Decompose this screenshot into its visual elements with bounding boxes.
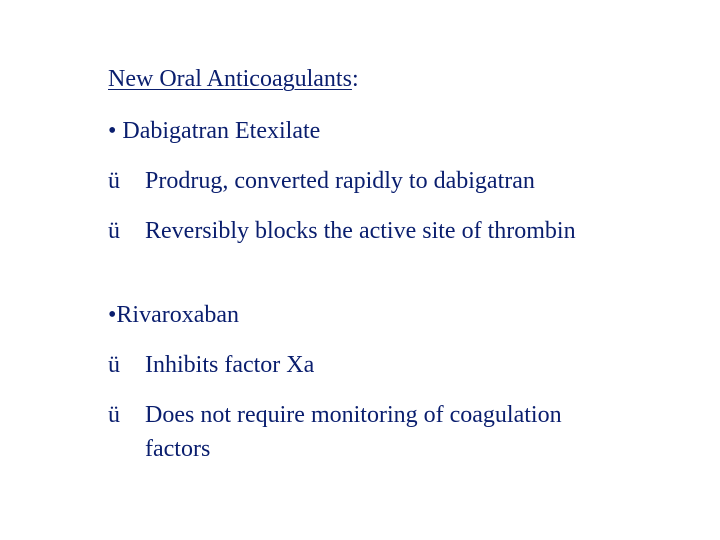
sub-point-factor-xa: Inhibits factor Xa: [145, 352, 315, 378]
sub-point-thrombin: Reversibly blocks the active site of thrombin: [145, 218, 576, 244]
checkmark-icon: ü: [108, 168, 120, 194]
slide-title-text: New Oral Anticoagulants: [108, 66, 352, 92]
sub-point-prodrug: Prodrug, converted rapidly to dabigatran: [145, 168, 535, 194]
bullet-glyph: •: [108, 118, 117, 144]
bullet-heading-rivaroxaban: [108, 298, 239, 332]
slide-title-colon: :: [351, 66, 359, 92]
checkmark-icon: ü: [108, 218, 120, 244]
bullet-heading-dabigatran: [108, 114, 320, 148]
sub-point-monitoring: Does not require monitoring of coagulation factors: [145, 402, 562, 462]
bullet-heading-text: Rivaroxaban: [116, 302, 240, 328]
checkmark-icon: ü: [108, 402, 120, 428]
checkmark-icon: ü: [108, 352, 120, 378]
bullet-glyph: •: [108, 302, 117, 328]
slide-title: [108, 62, 359, 96]
bullet-heading-text: Dabigatran Etexilate: [122, 118, 321, 144]
